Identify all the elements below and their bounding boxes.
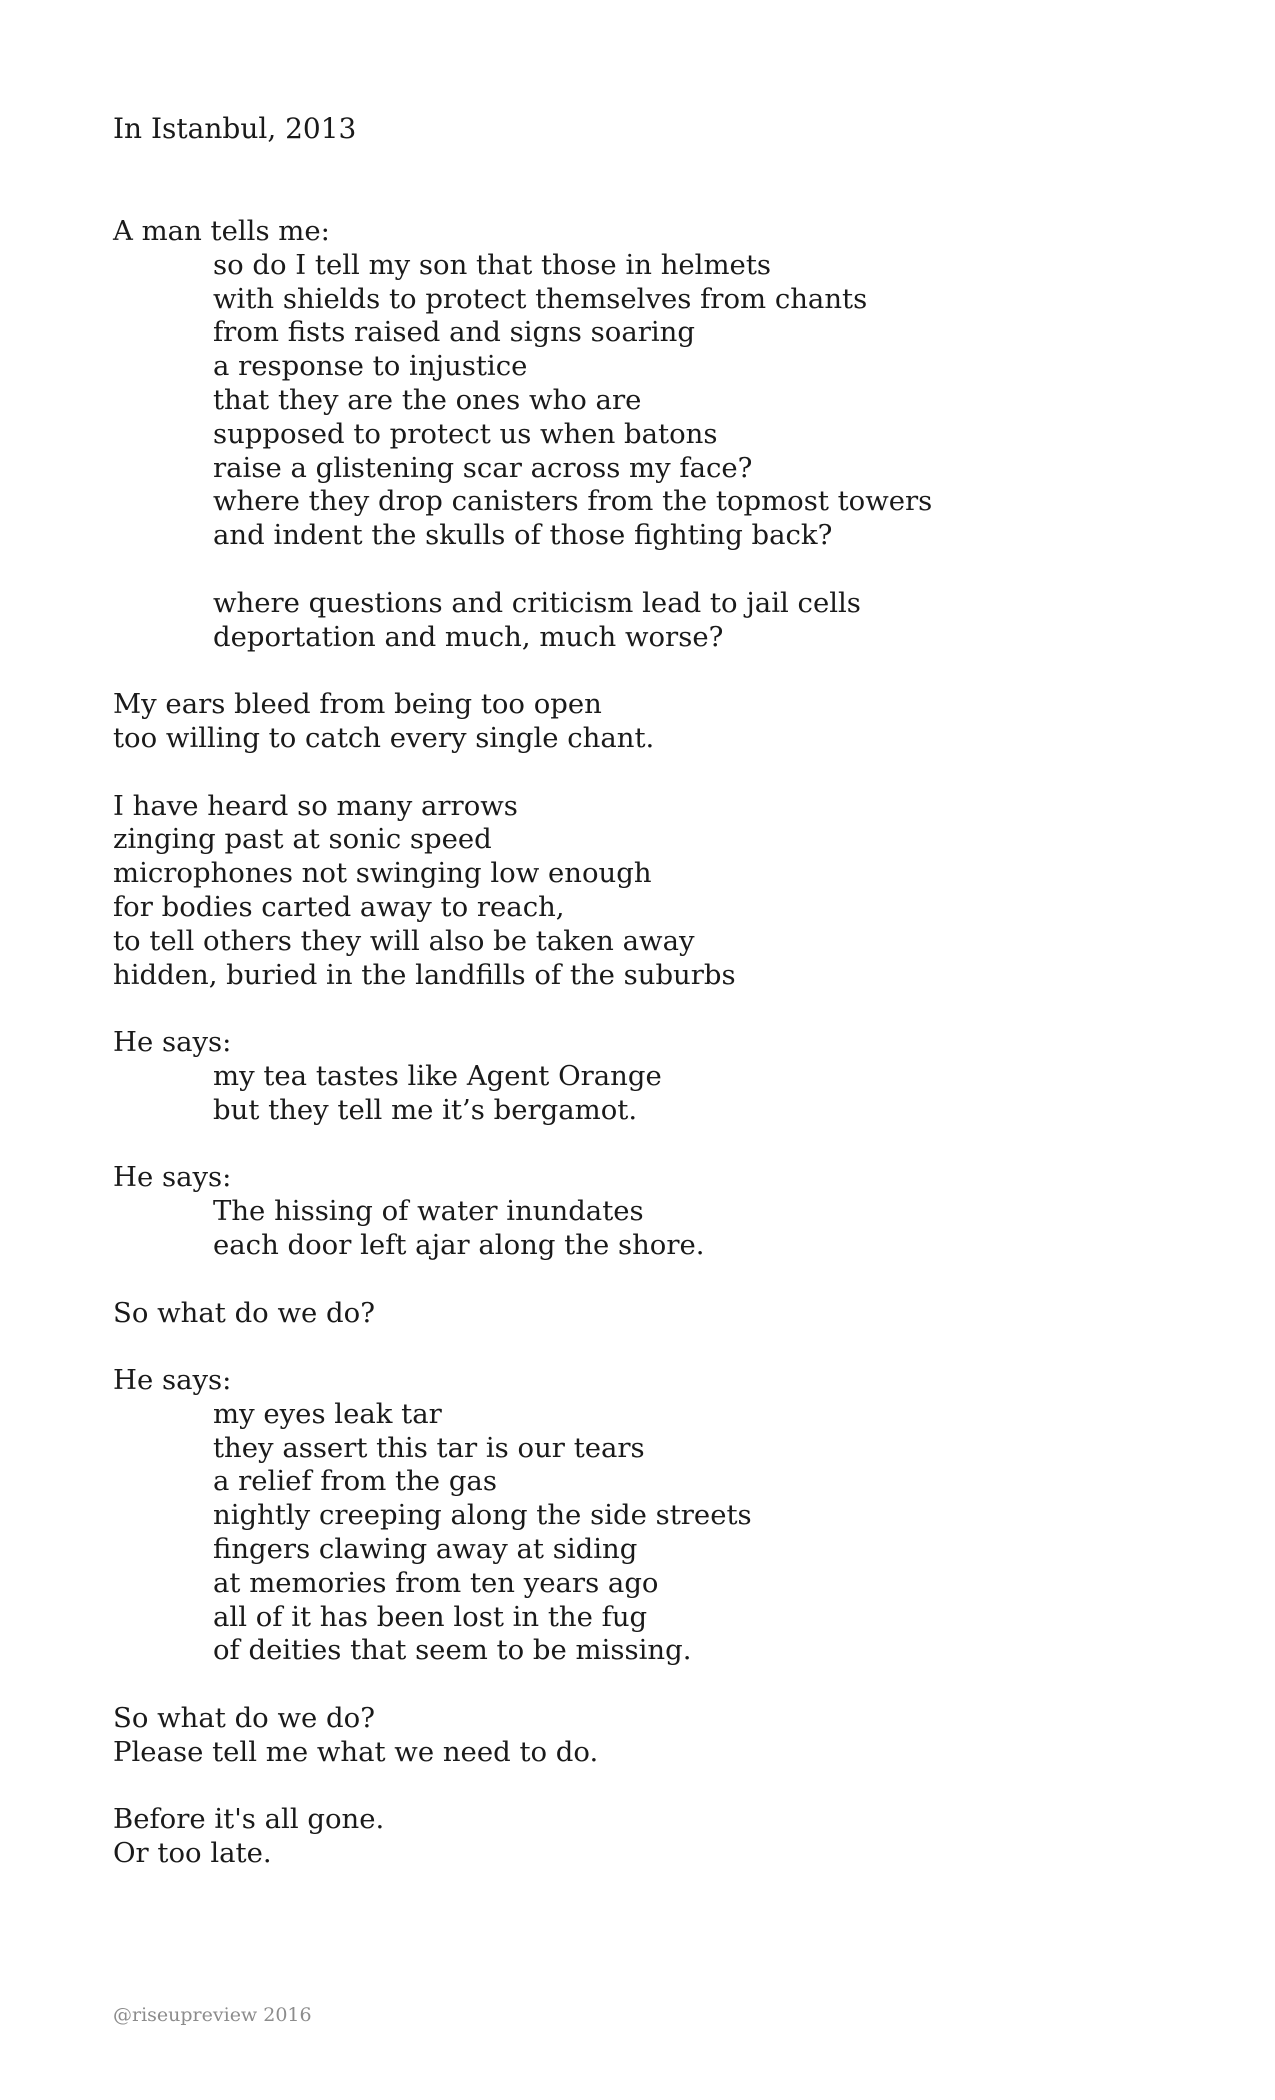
poem-line: hidden, buried in the landfills of the suburbs: [113, 958, 736, 991]
poem-line: Before it's all gone.: [113, 1803, 385, 1836]
poem-line: for bodies carted away to reach,: [113, 890, 565, 923]
poem-line: fingers clawing away at siding: [213, 1533, 638, 1566]
poem-line: supposed to protect us when batons: [213, 417, 718, 450]
poem-line: of deities that seem to be missing.: [213, 1634, 692, 1667]
stanza: [113, 215, 1213, 553]
poem-line: with shields to protect themselves from chants: [213, 282, 868, 315]
poem-line: a relief from the gas: [213, 1465, 497, 1498]
stanza: [113, 1803, 1213, 1871]
stanza: [113, 1026, 1213, 1127]
stanza: [113, 790, 1213, 993]
poem-line: to tell others they will also be taken away: [113, 924, 695, 957]
poem-line: The hissing of water inundates: [213, 1195, 644, 1228]
poem-line: all of it has been lost in the fug: [213, 1600, 648, 1633]
poem-title: In Istanbul, 2013: [113, 112, 357, 145]
poem-body: [113, 215, 1213, 1905]
poem-line: and indent the skulls of those fighting back?: [213, 519, 833, 552]
poem-line: where questions and criticism lead to jail cells: [213, 586, 861, 619]
poem-line: that they are the ones who are: [213, 383, 642, 416]
stanza: [113, 688, 1213, 756]
poem-line: deportation and much, much worse?: [213, 620, 724, 653]
poem-line: at memories from ten years ago: [213, 1566, 659, 1599]
poem-line: raise a glistening scar across my face?: [213, 451, 753, 484]
stanza: [113, 1364, 1213, 1668]
poem-line: each door left ajar along the shore.: [213, 1228, 705, 1261]
poem-line: zinging past at sonic speed: [113, 823, 492, 856]
stanza: [113, 1297, 1213, 1331]
poem-line: I have heard so many arrows: [113, 789, 518, 822]
poem-line: Please tell me what we need to do.: [113, 1735, 599, 1768]
poem-line: from fists raised and signs soaring: [213, 316, 695, 349]
poem-line: microphones not swinging low enough: [113, 857, 652, 890]
poem-line: He says:: [113, 1161, 232, 1194]
poem-line: they assert this tar is our tears: [213, 1431, 645, 1464]
footer-credit: @riseupreview 2016: [113, 2004, 312, 2026]
poem-line: He says:: [113, 1364, 232, 1397]
poem-line: but they tell me it’s bergamot.: [213, 1093, 638, 1126]
stanza: [113, 587, 1213, 655]
stanza: [113, 1161, 1213, 1262]
poem-line: my tea tastes like Agent Orange: [213, 1059, 662, 1092]
poem-line: My ears bleed from being too open: [113, 688, 602, 721]
stanza: [113, 1702, 1213, 1770]
poem-line: where they drop canisters from the topmost towers: [213, 485, 933, 518]
poem-line: a response to injustice: [213, 350, 528, 383]
poem-line: so do I tell my son that those in helmets: [213, 248, 771, 281]
poem-line: So what do we do?: [113, 1702, 375, 1735]
poem-line: A man tells me:: [113, 215, 330, 247]
poem-line: So what do we do?: [113, 1296, 375, 1329]
poem-line: nightly creeping along the side streets: [213, 1499, 752, 1532]
poem-line: too willing to catch every single chant.: [113, 721, 655, 754]
poem-line: my eyes leak tar: [213, 1397, 442, 1430]
poem-line: He says:: [113, 1026, 232, 1059]
poem-line: Or too late.: [113, 1837, 272, 1870]
